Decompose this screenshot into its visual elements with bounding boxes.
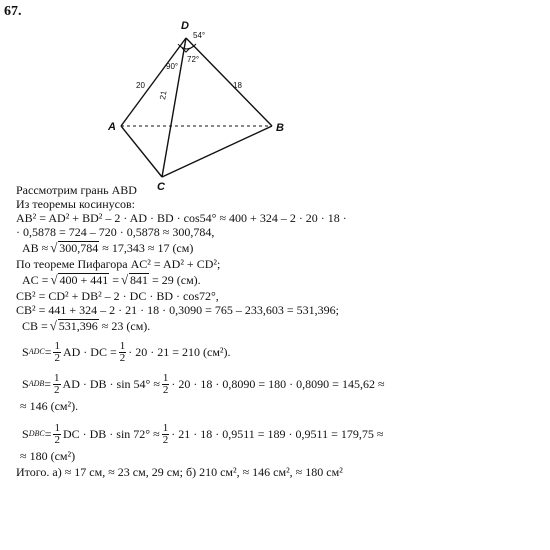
edge-label-dc: 21 bbox=[158, 90, 169, 101]
solution-line: По теореме Пифагора AC² = AD² + CD²; bbox=[16, 257, 221, 271]
area-dbc-line bbox=[22, 419, 546, 449]
area-adb-line bbox=[22, 369, 546, 399]
angle-label-adc: 90° bbox=[166, 62, 179, 71]
sqrt-radicand: √ 400 + 441 bbox=[58, 273, 109, 287]
sqrt-radicand: √ 841 bbox=[129, 273, 149, 287]
fraction-half: $\frac{1}{2}$ bbox=[54, 371, 60, 396]
equals: = bbox=[44, 427, 52, 441]
equals: = bbox=[44, 345, 52, 359]
fraction-half: $\frac{1}{2}$ bbox=[54, 339, 60, 364]
edge-label-db: 18 bbox=[233, 81, 242, 90]
solution-line: ≈ 146 (см²). bbox=[20, 399, 79, 413]
ac-lhs: AC = bbox=[22, 273, 52, 287]
angle-label-adb: 54° bbox=[193, 31, 206, 40]
cb-result: ≈ 23 (см). bbox=[98, 319, 151, 333]
problem-number: 67. bbox=[4, 4, 22, 19]
area-subscript: DBC bbox=[28, 429, 45, 438]
ab-lhs: AB ≈ bbox=[22, 241, 52, 255]
solution-line bbox=[22, 271, 546, 289]
solution-line bbox=[22, 239, 546, 257]
solution-line: ≈ 180 (см²) bbox=[20, 449, 76, 463]
fraction-half: $\frac{1}{2}$ bbox=[54, 421, 60, 446]
equals: = bbox=[44, 377, 52, 391]
solution-line: Рассмотрим грань ABD bbox=[16, 183, 137, 197]
area-subscript: ADC bbox=[28, 347, 45, 356]
solution-line: CB² = CD² + DB² – 2 · DC · BD · cos72°, bbox=[16, 289, 219, 303]
vertex-label-a: A bbox=[108, 121, 116, 133]
solution-line: · 0,5878 = 724 – 720 · 0,5878 ≈ 300,784, bbox=[16, 225, 215, 239]
cb-lhs: CB = bbox=[22, 319, 51, 333]
edge-label-ad: 20 bbox=[136, 81, 145, 90]
fraction-half: $\frac{1}{2}$ bbox=[162, 371, 169, 396]
fraction-half: $\frac{1}{2}$ bbox=[119, 339, 126, 364]
ab-result: ≈ 17,343 ≈ 17 (см) bbox=[99, 241, 194, 255]
area-result: · 21 · 18 · 0,9511 = 189 · 0,9511 = 179,75 ≈ bbox=[171, 427, 384, 441]
vertex-label-d: D bbox=[181, 20, 189, 32]
ac-result: = 29 (см). bbox=[149, 273, 201, 287]
edge-db bbox=[186, 38, 272, 126]
edge-cb bbox=[162, 126, 272, 177]
solution-line: Из теоремы косинусов: bbox=[16, 197, 135, 211]
ac-eq: = bbox=[109, 273, 122, 287]
edge-dc bbox=[162, 38, 186, 177]
solution-line: CB² = 441 + 324 – 2 · 21 · 18 · 0,3090 = 765 – 233,603 = 531,396; bbox=[16, 303, 339, 317]
area-result: · 20 · 21 = 210 (см²). bbox=[128, 345, 231, 359]
solution-line bbox=[22, 317, 546, 335]
sqrt-radicand: √ 531,396 bbox=[58, 319, 99, 333]
angle-label-bdc: 72° bbox=[187, 55, 200, 64]
edge-ac bbox=[121, 126, 162, 177]
area-expr: DC · DB · sin 72° ≈ bbox=[62, 427, 160, 441]
solution-total: Итого. а) ≈ 17 см, ≈ 23 см, 29 см; б) 210 см², ≈ 146 см², ≈ 180 см² bbox=[16, 465, 343, 479]
area-result: · 20 · 18 · 0,8090 = 180 · 0,8090 = 145,62 ≈ bbox=[171, 377, 385, 391]
area-subscript: ADB bbox=[28, 379, 45, 388]
area-symbol: S bbox=[22, 427, 29, 441]
edge-da bbox=[121, 38, 186, 126]
area-symbol: S bbox=[22, 377, 29, 391]
solution-text bbox=[16, 183, 546, 479]
fraction-half: $\frac{1}{2}$ bbox=[162, 421, 169, 446]
sqrt-radicand: √ 300,784 bbox=[58, 241, 99, 255]
vertex-label-c: C bbox=[157, 181, 165, 193]
area-adc-line bbox=[22, 337, 546, 367]
solution-line: AB² = AD² + BD² – 2 · AD · BD · cos54° ≈ 400 + 324 – 2 · 20 · 18 · bbox=[16, 211, 347, 225]
area-expr: AD · DC = bbox=[62, 345, 117, 359]
vertex-label-b: B bbox=[276, 122, 284, 134]
area-expr: AD · DB · sin 54° ≈ bbox=[62, 377, 160, 391]
area-symbol: S bbox=[22, 345, 29, 359]
